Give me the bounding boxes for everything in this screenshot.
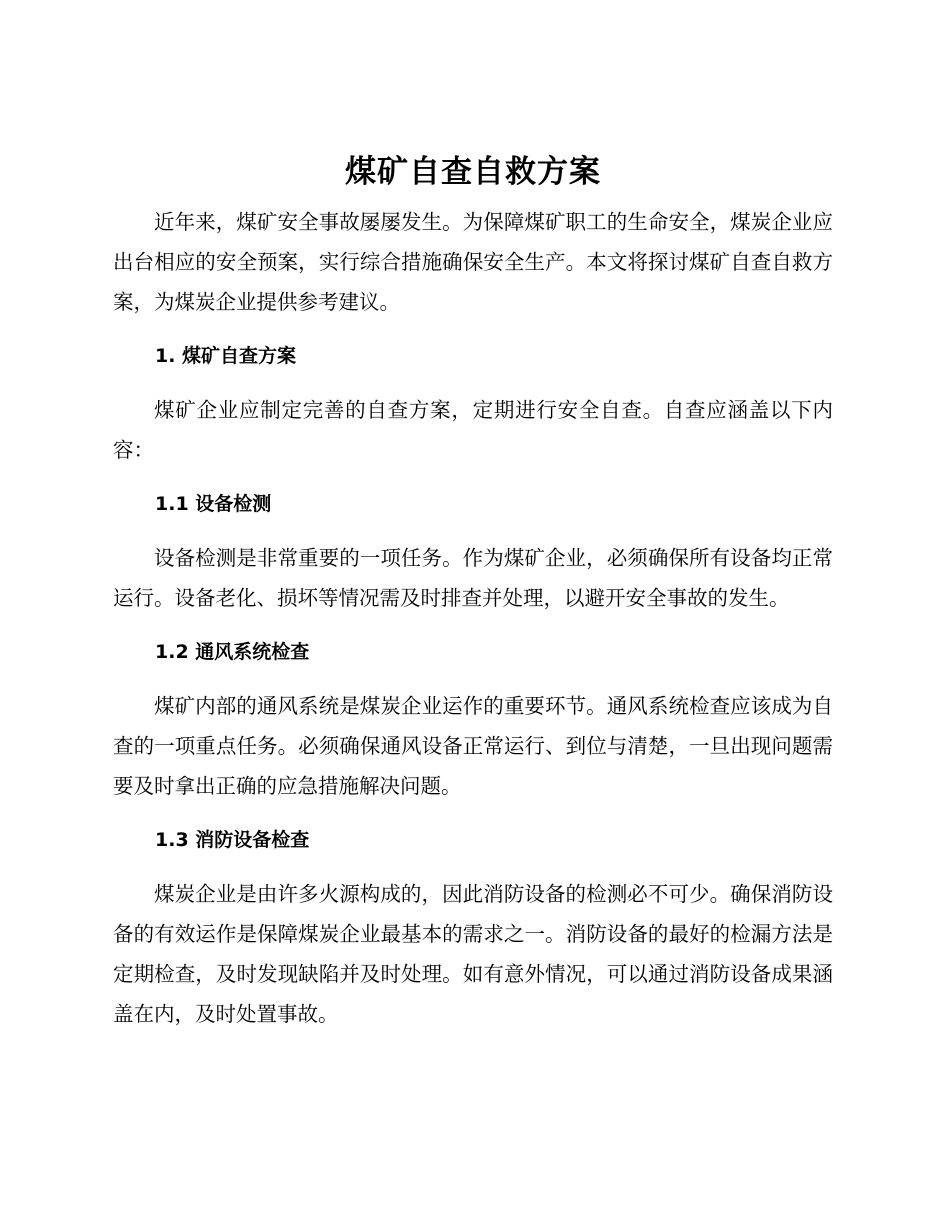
spacer (113, 618, 833, 632)
section-1-2-paragraph: 煤矿内部的通风系统是煤炭企业运作的重要环节。通风系统检查应该成为自查的一项重点任务。必须确保通风设备正常运行、到位与清楚，一旦出现问题需要及时拿出正确的应急措施解决问题。 (113, 694, 833, 798)
section-1-2-heading: 1.2 通风系统检查 (155, 641, 310, 663)
document-page (113, 150, 833, 1034)
spacer (113, 322, 833, 336)
spacer (113, 194, 833, 202)
spacer (113, 806, 833, 820)
section-1-1-paragraph: 设备检测是非常重要的一项任务。作为煤矿企业，必须确保所有设备均正常运行。设备老化、损坏等情况需及时排查并处理，以避开安全事故的发生。 (113, 546, 833, 610)
spacer (113, 524, 833, 538)
section-1-3-paragraph: 煤炭企业是由许多火源构成的，因此消防设备的检测必不可少。确保消防设备的有效运作是保障煤炭企业最基本的需求之一。消防设备的最好的检漏方法是定期检查，及时发现缺陷并及时处理。如有意外情况，可以通过消防设备成果涵盖在内，及时处置事故。 (113, 882, 833, 1026)
intro-paragraph: 近年来，煤矿安全事故屡屡发生。为保障煤矿职工的生命安全，煤炭企业应出台相应的安全预案，实行综合措施确保安全生产。本文将探讨煤矿自查自救方案，为煤炭企业提供参考建议。 (113, 210, 833, 314)
document-title: 煤矿自查自救方案 (345, 154, 601, 190)
section-1-heading: 1. 煤矿自查方案 (155, 345, 297, 367)
spacer (113, 672, 833, 686)
spacer (113, 860, 833, 874)
section-1-paragraph: 煤矿企业应制定完善的自查方案，定期进行安全自查。自查应涵盖以下内容： (113, 398, 833, 462)
section-1-3-heading: 1.3 消防设备检查 (155, 829, 310, 851)
spacer (113, 376, 833, 390)
section-1-1-heading: 1.1 设备检测 (155, 493, 272, 515)
spacer (113, 470, 833, 484)
